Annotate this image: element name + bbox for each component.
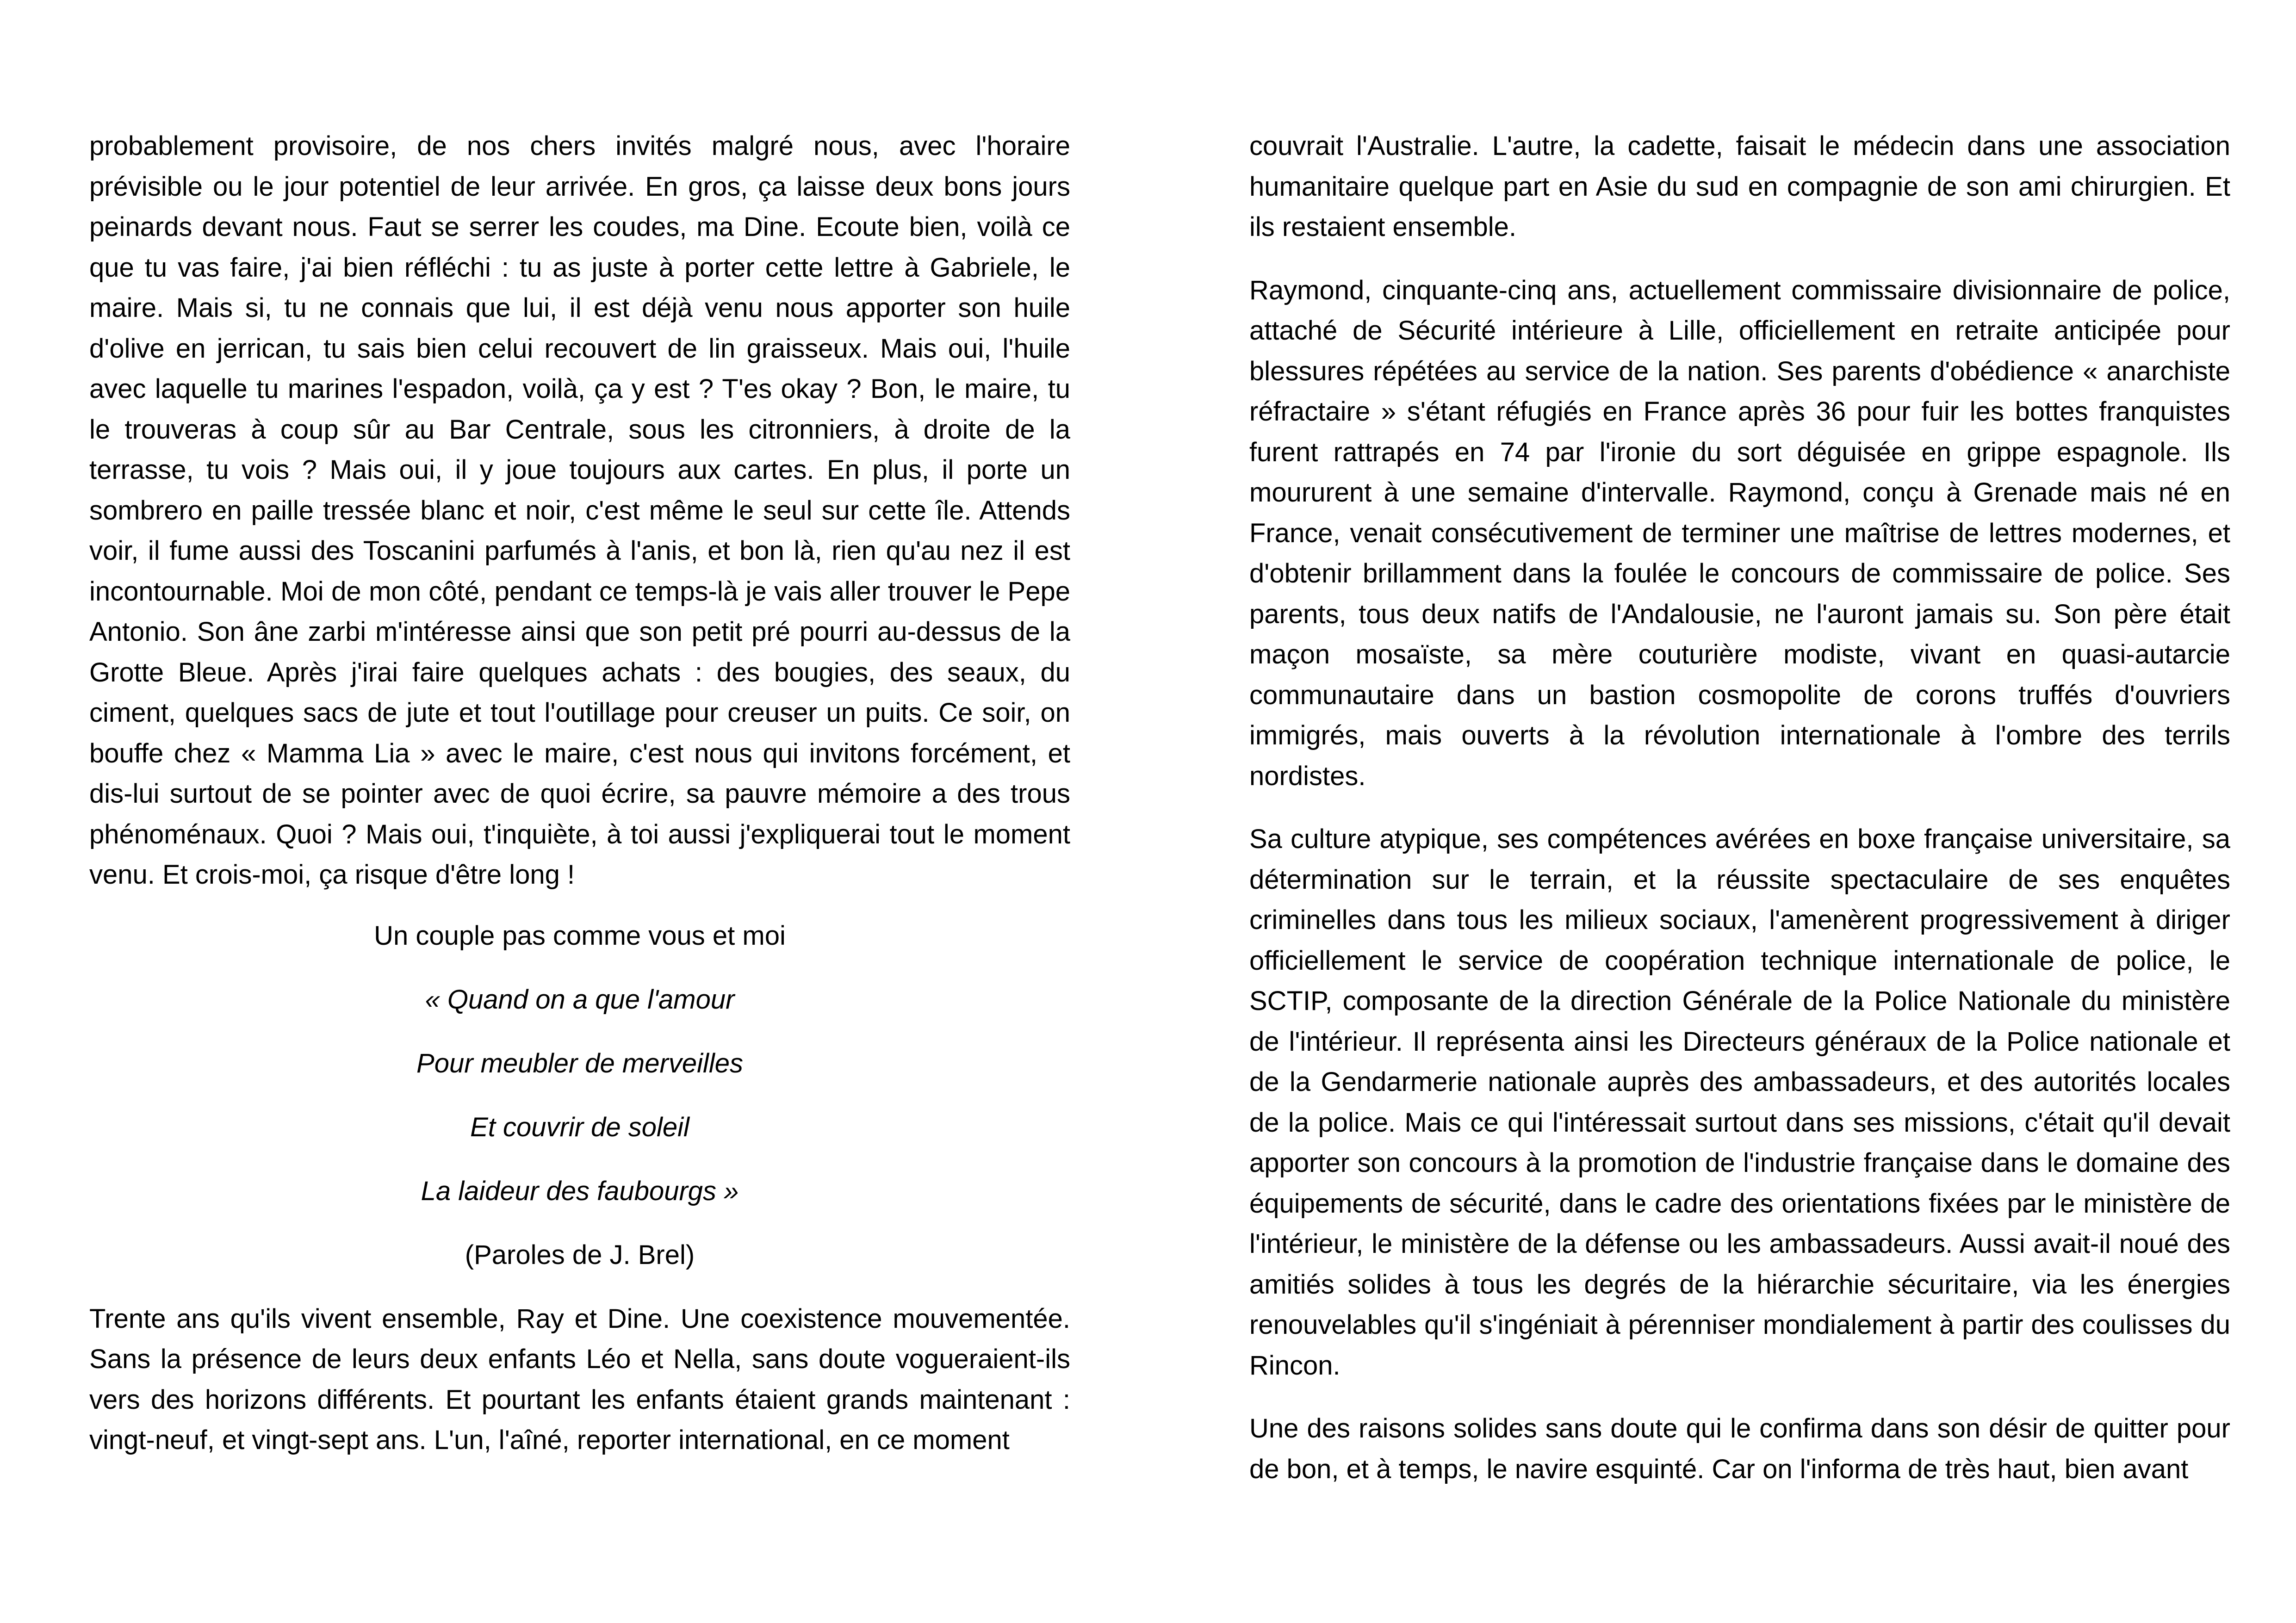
left-paragraph-2: Trente ans qu'ils vivent ensemble, Ray et Dine. Une coexistence mouvementée. Sans la présence de leurs deux enfants Léo et Nella, sans doute vogueraient-ils vers des horizons différents. Et pourtant les enfants étaient grands maintenant : vingt-neuf, et vingt-sept ans. L'un, l'aîné, reporter international, en ce moment [89, 1303, 1070, 1455]
right-paragraph-1: couvrait l'Australie. L'autre, la cadette, faisait le médecin dans une association humanitaire quelque part en Asie du sud en compagnie de son ami chirurgien. Et ils restaient ensemble. [1249, 131, 2230, 242]
verse-line-4: La laideur des faubourgs » [421, 1176, 739, 1206]
left-page [89, 126, 1070, 1483]
right-paragraph-3: Sa culture atypique, ses compétences avérées en boxe française universitaire, sa détermination sur le terrain, et la réussite spectaculaire de ses enquêtes criminelles dans tous les milieux sociaux, l'amenèrent progressivement à diriger officiellement le service de coopération technique internationale de police, le SCTIP, composante de la direction Générale de la Police Nationale du ministère de l'intérieur. Il représenta ainsi les Directeurs généraux de la Police nationale et de la Gendarmerie nationale auprès des ambassadeurs, et des autorités locales de la police. Mais ce qui l'intéressait surtout dans ses missions, c'était qu'il devait apporter son concours à la promotion de l'industrie française dans le domaine des équipements de sécurité, dans le cadre des orientations fixées par le ministère de l'intérieur, le ministère de la défense ou les ambassadeurs. Aussi avait-il noué des amitiés solides à tous les degrés de la hiérarchie sécuritaire, via les énergies renouvelables qu'il s'ingéniait à pérenniser mondialement à partir des coulisses du Rincon. [1249, 824, 2230, 1381]
right-paragraph-4: Une des raisons solides sans doute qui le confirma dans son désir de quitter pour de bon, et à temps, le navire esquinté. Car on l'informa de très haut, bien avant [1249, 1413, 2230, 1484]
right-page [1249, 126, 2230, 1512]
left-paragraph-1: probablement provisoire, de nos chers invités malgré nous, avec l'horaire prévisible ou le jour potentiel de leur arrivée. En gros, ça laisse deux bons jours peinards devant nous. Faut se serrer les coudes, ma Dine. Ecoute bien, voilà ce que tu vas faire, j'ai bien réfléchi : tu as juste à porter cette lettre à Gabriele, le maire. Mais si, tu ne connais que lui, il est déjà venu nous apporter son huile d'olive en jerrican, tu sais bien celui recouvert de lin graisseux. Mais oui, l'huile avec laquelle tu marines l'espadon, voilà, ça y est ? T'es okay ? Bon, le maire, tu le trouveras à coup sûr au Bar Centrale, sous les citronniers, à droite de la terrasse, tu vois ? Mais oui, il y joue toujours aux cartes. En plus, il porte un sombrero en paille tressée blanc et noir, c'est même le seul sur cette île. Attends voir, il fume aussi des Toscanini parfumés à l'anis, et bon là, rien qu'au nez il est incontournable. Moi de mon côté, pendant ce temps-là je vais aller trouver le Pepe Antonio. Son âne zarbi m'intéresse ainsi que son petit pré pourri au-dessus de la Grotte Bleue. Après j'irai faire quelques achats : des bougies, des seaux, du ciment, quelques sacs de jute et tout l'outillage pour creuser un puits. Ce soir, on bouffe chez « Mamma Lia » avec le maire, c'est nous qui invitons forcément, et dis-lui surtout de se pointer avec de quoi écrire, sa pauvre mémoire a des trous phénoménaux. Quoi ? Mais oui, t'inquiète, à toi aussi j'expliquerai tout le moment venu. Et crois-moi, ça risque d'être long ! [89, 131, 1070, 890]
verse-credit: (Paroles de J. Brel) [465, 1239, 695, 1270]
verse-line-2: Pour meubler de merveilles [416, 1048, 743, 1078]
right-paragraph-2: Raymond, cinquante-cinq ans, actuellement commissaire divisionnaire de police, attaché de Sécurité intérieure à Lille, officiellement en retraite anticipée pour blessures répétées au service de la nation. Ses parents d'obédience « anarchiste réfractaire » s'étant réfugiés en France après 36 pour fuir les bottes franquistes furent rattrapés en 74 par l'ironie du sort déguisée en grippe espagnole. Ils moururent à une semaine d'intervalle. Raymond, conçu à Grenade mais né en France, venait consécutivement de terminer une maîtrise de lettres modernes, et d'obtenir brillamment dans la foulée le concours de commissaire de police. Ses parents, tous deux natifs de l'Andalousie, ne l'auront jamais su. Son père était maçon mosaïste, sa mère couturière modiste, vivant en quasi-autarcie communautaire dans un bastion cosmopolite de corons truffés d'ouvriers immigrés, mais ouverts à la révolution internationale à l'ombre des terrils nordistes. [1249, 275, 2230, 791]
verse-line-3: Et couvrir de soleil [470, 1112, 689, 1142]
verse-line-1: « Quand on a que l'amour [425, 984, 735, 1015]
verse-heading: Un couple pas comme vous et moi [374, 920, 786, 951]
